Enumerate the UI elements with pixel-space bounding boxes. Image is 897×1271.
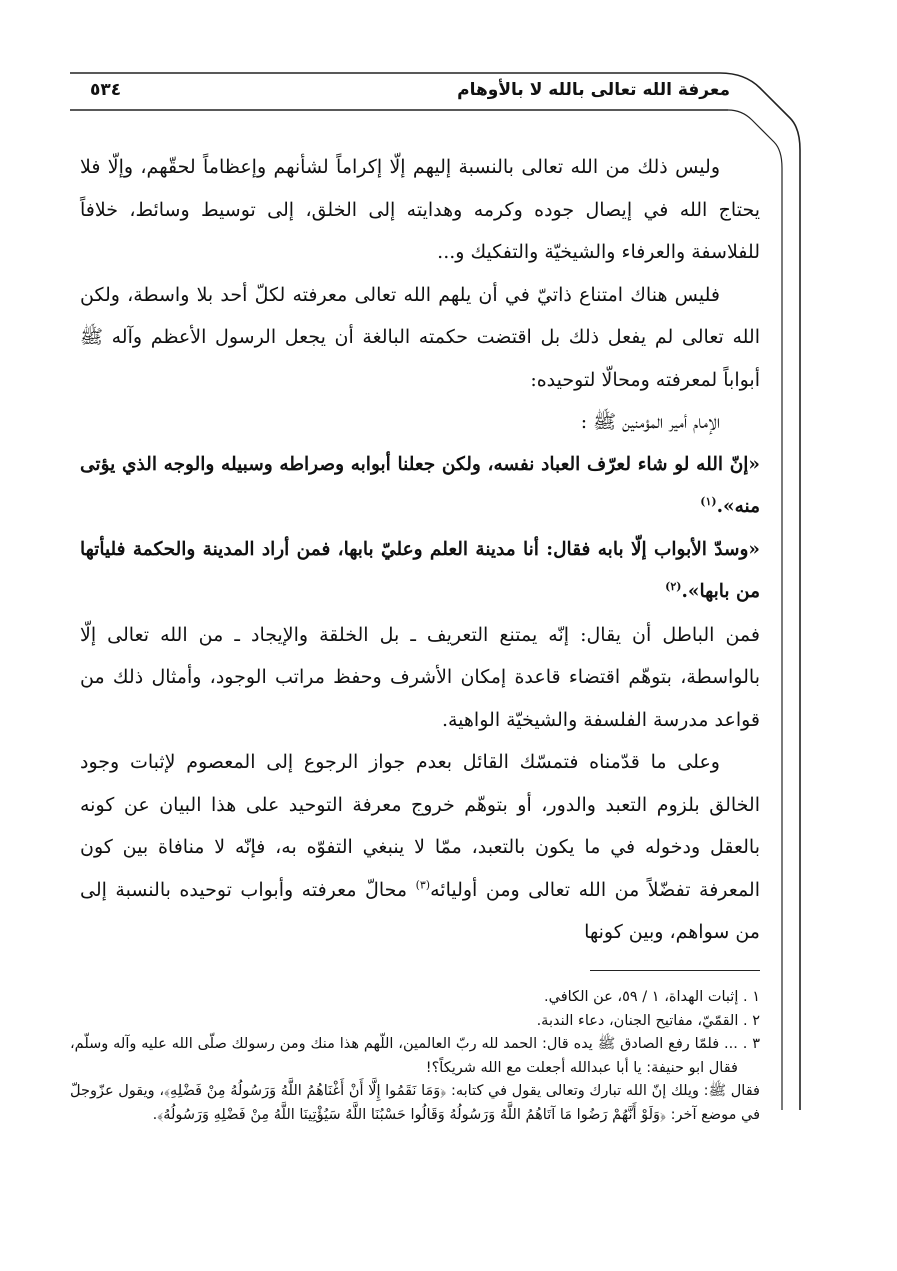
- footnote-2: ٢ . القمّيّ، مفاتيح الجنان، دعاء الندبة.: [536, 1012, 760, 1029]
- footnote-divider: [590, 970, 760, 971]
- footnotes: [70, 986, 760, 1127]
- quote-1: [80, 444, 760, 529]
- paragraph-5: [80, 741, 760, 954]
- paragraph-4: فمن الباطل أن يقال: إنّه يمتنع التعريف ـ بل الخلقة والإيجاد ـ من الله تعالى إلّا بالواسطة، بتوهّم اقتضاء قاعدة إمكان الأشرف وحفظ مراتب الوجود، وأمثال ذلك من قواعد مدرسة الفلسفة والشيخيّة الواهية.: [80, 623, 760, 731]
- paragraph-1: وليس ذلك من الله تعالى بالنسبة إليهم إلّا إكراماً لشأنهم وإعظاماً لحقّهم، وإلّا فلا يحتاج الله في إيصال جوده وكرمه وهدايته إلى الخلق، إلى توسيط وسائط، خلافاً للفلاسفة والعرفاء والشيخيّة والتفكيك و...: [80, 156, 760, 263]
- paragraph-2: فليس هناك امتناع ذاتيّ في أن يلهم الله تعالى معرفته لكلّ أحد بلا واسطة، ولكن الله تعالى لم يفعل ذلك بل اقتضت حكمته البالغة أن يجعل الرسول الأعظم وآله ﷺ أبواباً لمعرفته ومحالّا لتوحيده:: [80, 283, 760, 391]
- footnote-ref-2[interactable]: (٢): [665, 579, 682, 593]
- paragraph-3: الإمام أمير المؤمنين ﷺ :: [580, 411, 720, 433]
- paragraph-5-part-b: محالّ معرفته وأبواب توحيده بالنسبة إلى من سواهم، وبين كونها: [80, 878, 760, 943]
- footnote-1: ١ . إثبات الهداة، ١ / ٥٩، عن الكافي.: [544, 989, 760, 1005]
- running-title: معرفة الله تعالى بالله لا بالأوهام: [457, 80, 730, 100]
- quote-1-text: «إنّ الله لو شاء لعرّف العباد نفسه، ولكن جعلنا أبوابه وصراطه وسبيله والوجه الذي يؤتى منه».: [80, 453, 760, 517]
- quote-2: [80, 529, 760, 614]
- page-number: ٥٣٤: [90, 80, 122, 100]
- paragraph-5-part-a: وعلى ما قدّمناه فتمسّك القائل بعدم جواز الرجوع إلى المعصوم لإثبات وجود الخالق بلزوم التعبد والدور، أو بتوهّم خروج معرفة التوحيد على هذا البيان عن كونه بالعقل ودخوله في ما يكون بالتعبد، ممّا لا ينبغي التفوّه به، فإنّه لا منافاة بين كون المعرفة تفضّلاً من الله تعالى ومن أوليائه: [80, 751, 760, 901]
- footnote-ref-1[interactable]: (١): [700, 494, 717, 508]
- main-text: [80, 146, 760, 954]
- footnote-3: ٣ . ... فلمّا رفع الصادق ﷺ يده قال: الحمد لله ربّ العالمين، اللّهم هذا منك ومن رسولك صلّى الله عليه وآله وسلّم، فقال ابو حنيفة: يا أبا عبدالله أجعلت مع الله شريكاً؟!: [70, 1036, 760, 1076]
- footnote-3-continued: فقال ﷺ: ويلك إنّ الله تبارك وتعالى يقول في كتابه: ﴿وَمَا نَقَمُوا إِلَّا أَنْ أَغْنَاهُمُ اللَّهُ وَرَسُولُهُ مِنْ فَضْلِهِ﴾، ويقول عزّوجلّ في موضع آخر: ﴿وَلَوْ أَنَّهُمْ رَضُوا مَا آتَاهُمُ اللَّهُ وَرَسُولُهُ وَقَالُوا حَسْبُنَا اللَّهُ سَيُؤْتِينَا اللَّهُ مِنْ فَضْلِهِ وَرَسُولُهُ﴾.: [70, 1083, 760, 1123]
- quote-2-text: «وسدّ الأبواب إلّا بابه فقال: أنا مدينة العلم وعليّ بابها، فمن أراد المدينة والحكمة فليأتها من بابها».: [80, 538, 760, 602]
- page-header: [70, 78, 730, 110]
- footnote-ref-3[interactable]: (٣): [415, 878, 431, 892]
